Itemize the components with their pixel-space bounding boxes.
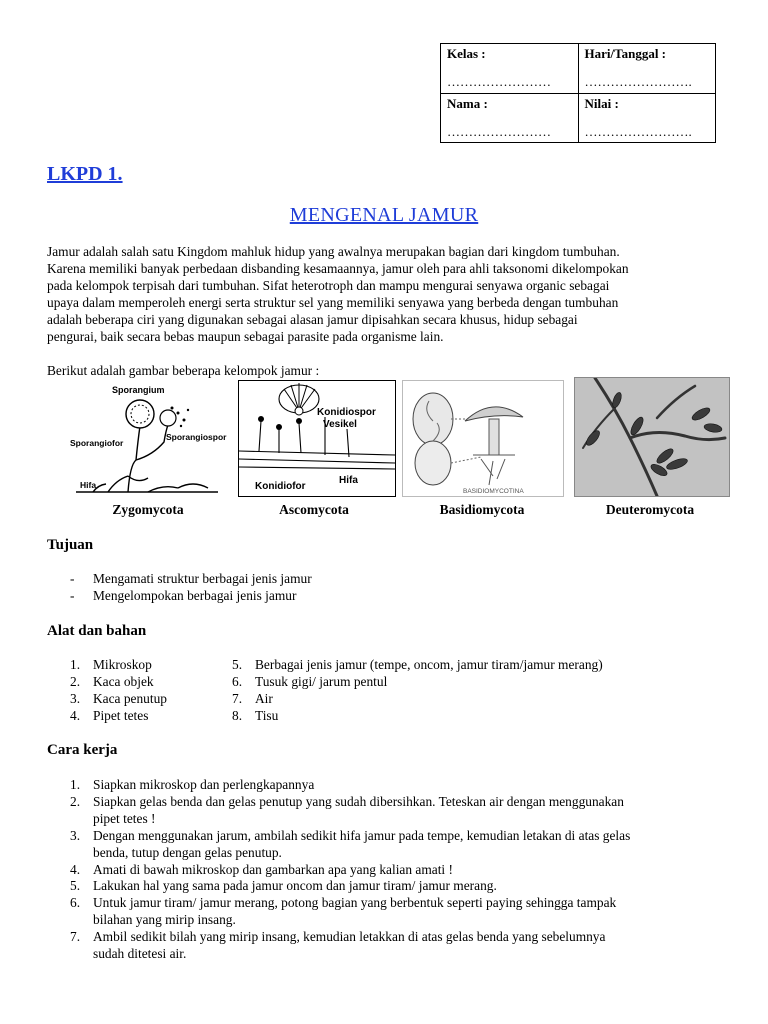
list-item [232,691,732,708]
caption-basidiomycota: Basidiomycota [439,502,525,517]
kelas-label: Kelas : [447,46,486,61]
nama-cell[interactable] [441,93,579,143]
nilai-label: Nilai : [584,95,619,111]
alat-list-left [70,657,230,725]
list-number: 6. [70,895,81,911]
list-marker: - [70,571,75,586]
list-number: 7. [70,929,81,945]
caption-deuteromycota: Deuteromycota [605,502,695,517]
list-item [70,895,732,929]
label-hifa-asco: Hifa [339,475,358,486]
paragraph-line: Jamur adalah salah satu Kingdom mahluk hidup yang awalnya merupakan bagian dari kingdom tumbuhan. [47,244,620,259]
list-item-text: Untuk jamur tiram/ jamur merang, potong bagian yang berbentuk seperti paying sehingga tampak [93,895,617,911]
list-item [70,794,732,828]
ascomycota-diagram [239,381,395,496]
list-item-text: Berbagai jenis jamur (tempe, oncom, jamur tiram/jamur merang) [255,657,603,672]
list-item-text: Kaca objek [93,673,154,689]
list-number: 4. [70,861,81,877]
deuteromycota-micrograph [575,378,729,496]
label-sporangiospor: Sporangiospor [166,432,227,442]
hari-cell[interactable] [578,44,716,94]
label-sporangium: Sporangium [112,385,165,395]
list-item [70,588,730,605]
list-item-text-cont: sudah ditetesi air. [93,946,187,962]
tujuan-heading: Tujuan [47,537,94,553]
lkpd-number: LKPD 1. [47,163,123,185]
list-item-text: Tusuk gigi/ jarum pentul [255,673,388,689]
label-basidiomycotina: BASIDIOMYCOTINA [463,488,524,495]
list-item [70,862,732,879]
identity-table [440,43,716,143]
list-number: 2. [70,793,81,809]
list-item [232,657,732,674]
cara-list [70,777,732,963]
label-konidiospor: Konidiospor [317,407,376,418]
deuteromycota-figure [574,377,730,497]
caption-zygomycota: Zygomycota [112,502,184,517]
paragraph-line: upaya dalam memperoleh energi serta struktur sel yang memiliki senyawa yang berbeda dengan tumbuhan [47,294,619,310]
ascomycota-figure [238,380,396,497]
intro-paragraph [47,244,727,345]
paragraph-line: pada kelompok terpisah dari tumbuhan. Sifat heterotroph dan mampu mengurai senyawa organic sebagai [47,277,610,293]
label-vesikel: Vesikel [323,419,357,430]
list-item-text: Mengamati struktur berbagai jenis jamur [93,571,312,586]
zygomycota-figure [68,380,228,497]
nama-label: Nama : [447,95,488,111]
list-item-text: Mikroskop [93,657,152,672]
list-item-text: Kaca penutup [93,690,167,706]
basidiomycota-figure [402,380,564,497]
caption-ascomycota: Ascomycota [279,502,349,517]
kelas-cell[interactable] [441,44,579,94]
list-item [70,674,230,691]
label-sporangiofor: Sporangiofor [70,438,124,448]
list-number: 5. [232,657,243,672]
list-item-text: Siapkan mikroskop dan perlengkapannya [93,777,315,792]
list-item-text: Air [255,690,273,706]
list-item-text: Mengelompokan berbagai jenis jamur [93,587,297,603]
list-item [70,691,230,708]
list-number: 1. [70,657,81,672]
cara-heading: Cara kerja [47,742,118,758]
list-item-text: Dengan menggunakan jarum, ambilah sedikit hifa jamur pada tempe, kemudian letakan di atas gelas [93,827,631,843]
list-item [232,708,732,725]
list-item-text: Ambil sedikit bilah yang mirip insang, kemudian letakkan di atas gelas benda yang sebelumnya [93,929,606,945]
label-hifa-zygo: Hifa [80,480,97,490]
list-item [70,708,230,725]
figure-intro: Berikut adalah gambar beberapa kelompok jamur : [47,363,320,378]
paragraph-line: adalah beberapa ciri yang digunakan sebagai alasan jamur dipisahkan secara khusus, hidup sebagai [47,311,578,327]
paragraph-line: Karena memiliki banyak perbedaan disbanding kesamaannya, jamur oleh para ahli taksonomi dikelompokan [47,260,629,276]
nama-blank: …………………… [447,123,551,139]
hari-label: Hari/Tanggal : [584,46,667,61]
list-number: 6. [232,673,243,689]
paragraph-line: pengurai, baik secara bebas maupun sebagai parasite pada organisme lain. [47,328,444,344]
list-item [70,657,230,674]
list-item [70,828,732,862]
tujuan-list [70,571,730,605]
list-number: 1. [70,777,81,792]
list-marker: - [70,587,75,603]
list-item-text-cont: benda, tutup dengan gelas penutup. [93,844,282,860]
list-item [70,777,732,794]
list-number: 5. [70,878,81,894]
basidiomycota-diagram [403,381,563,496]
list-item [70,878,732,895]
list-number: 4. [70,707,81,723]
alat-list-right [232,657,732,725]
list-item [232,674,732,691]
list-number: 3. [70,690,81,706]
list-item-text: Tisu [255,707,279,723]
list-item-text-cont: bilahan yang mirip insang. [93,912,236,928]
list-number: 8. [232,707,243,723]
label-konidiofor: Konidiofor [255,481,306,492]
list-item-text: Amati di bawah mikroskop dan gambarkan apa yang kalian amati ! [93,861,453,877]
list-number: 3. [70,827,81,843]
hari-blank: ……………………. [584,74,692,89]
page-title: MENGENAL JAMUR [289,204,479,226]
list-number: 2. [70,673,81,689]
list-number: 7. [232,690,243,706]
list-item-text: Pipet tetes [93,707,149,723]
list-item-text: Lakukan hal yang sama pada jamur oncom dan jamur tiram/ jamur merang. [93,878,497,894]
list-item [70,929,732,963]
list-item [70,571,730,588]
nilai-blank: ……………………. [584,123,692,139]
zygomycota-diagram [68,380,228,497]
kelas-blank: …………………… [447,74,551,89]
list-item-text: Siapkan gelas benda dan gelas penutup yang sudah dibersihkan. Teteskan air dengan menggunakan [93,793,624,809]
alat-heading: Alat dan bahan [47,623,147,639]
nilai-cell[interactable] [578,93,716,143]
list-item-text-cont: pipet tetes ! [93,810,156,826]
